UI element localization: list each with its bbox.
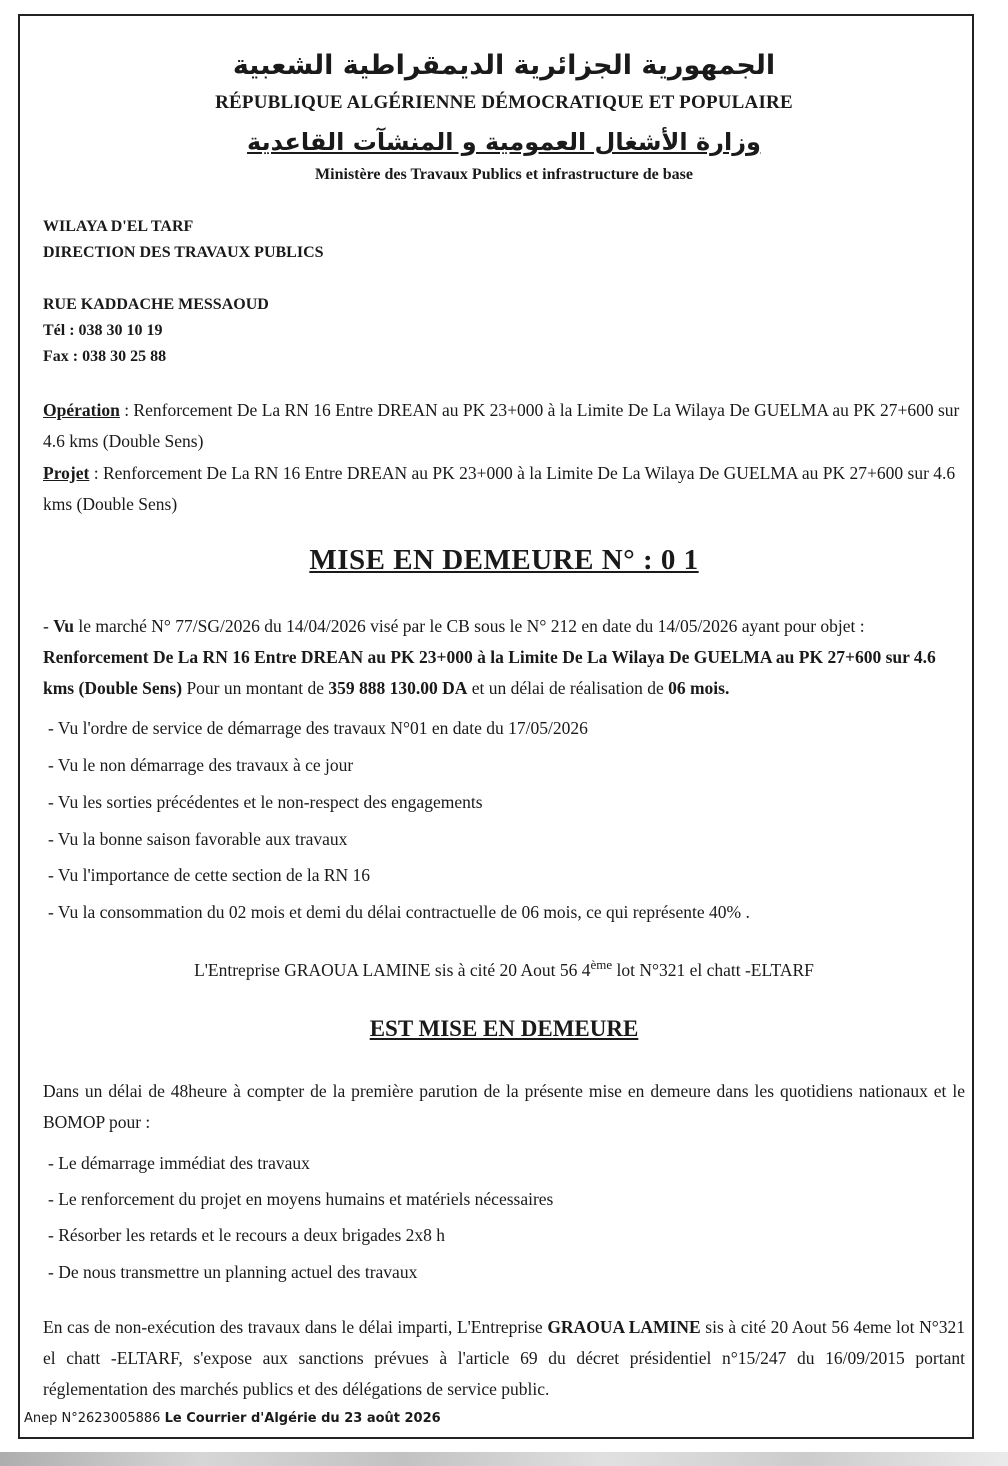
sanction-paragraph [43,1312,965,1405]
arabic-republic-heading: الجمهورية الجزائرية الديمقراطية الشعبية [232,50,776,81]
french-ministry-heading: Ministère des Travaux Publics et infrastructure de base [315,166,693,183]
company-sup: ème [590,957,613,972]
document-subtitle: EST MISE EN DEMEURE [369,1016,639,1041]
issuer-wilaya: WILAYA D'EL TARF [43,218,194,235]
french-republic-heading: RÉPUBLIQUE ALGÉRIENNE DÉMOCRATIQUE ET POPULAIRE [215,92,793,113]
journal-reference: Le Courrier d'Algérie du 23 août 2026 [164,1411,441,1426]
considerant-item: - Vu l'importance de cette section de la RN 16 [48,865,371,885]
marche-text2: Pour un montant de [182,678,329,698]
marche-text3: et un délai de réalisation de [467,678,669,698]
projet-label: Projet [43,463,90,483]
operation-line [43,395,965,457]
company-after: lot N°321 el chatt -ELTARF [612,959,814,980]
obligation-item: - De nous transmettre un planning actuel des travaux [48,1262,418,1282]
arabic-ministry-heading: وزارة الأشغال العمومية و المنشآت القاعدية [247,128,761,156]
issuer-tel: Tél : 038 30 10 19 [43,322,163,339]
considerant-item: - Vu la consommation du 02 mois et demi du délai contractuelle de 06 mois, ce qui représente 40% . [48,902,750,922]
considerant-item: - Vu la bonne saison favorable aux travaux [48,829,348,849]
projet-text: : Renforcement De La RN 16 Entre DREAN au PK 23+000 à la Limite De La Wilaya De GUELMA au PK 27+600 sur 4.6 kms (Double Sens) [43,463,956,514]
issuer-address: RUE KADDACHE MESSAOUD [43,296,269,313]
marche-montant: 359 888 130.00 DA [328,678,468,698]
marche-objet: Renforcement De La RN 16 Entre DREAN au PK 23+000 à la Limite De La Wilaya De GUELMA au PK 27+600 sur 4.6 kms (Double Sens) [43,647,936,698]
anep-number: Anep N°2623005886 [24,1411,165,1426]
projet-line [43,458,965,520]
company-line [0,957,1008,981]
delai-paragraph: Dans un délai de 48heure à compter de la première parution de la présente mise en demeure dans les quotidiens nationaux et le BOMOP pour : [43,1081,965,1132]
considerant-item: - Vu les sorties précédentes et le non-respect des engagements [48,792,483,812]
sanction-text1: En cas de non-exécution des travaux dans le délai imparti, L'Entreprise [43,1317,548,1337]
marche-text1: le marché N° 77/SG/2026 du 14/04/2026 visé par le CB sous le N° 212 en date du 14/05/2026 ayant pour objet : [73,616,865,636]
marche-prefix: - [43,616,54,636]
considerant-item: - Vu le non démarrage des travaux à ce jour [48,755,354,775]
obligation-item: - Le démarrage immédiat des travaux [48,1153,310,1173]
marche-delai: 06 mois. [668,678,730,698]
marche-vu: Vu [53,616,74,636]
obligation-item: - Résorber les retards et le recours a deux brigades 2x8 h [48,1225,446,1245]
issuer-direction: DIRECTION DES TRAVAUX PUBLICS [43,244,324,261]
operation-text: : Renforcement De La RN 16 Entre DREAN au PK 23+000 à la Limite De La Wilaya De GUELMA au PK 27+600 sur 4.6 kms (Double Sens) [43,400,960,451]
obligation-item: - Le renforcement du projet en moyens humains et matériels nécessaires [48,1189,554,1209]
issuer-fax: Fax : 038 30 25 88 [43,348,167,365]
document-title: MISE EN DEMEURE N° : 0 1 [309,544,699,576]
anep-footer [24,1411,441,1426]
marche-paragraph [43,611,965,704]
sanction-entreprise: GRAOUA LAMINE [547,1317,701,1337]
sanction-text2: sis à cité 20 Aout 56 4eme lot N°321 el chatt -ELTARF, s'expose aux sanctions prévues à l'article 69 du décret présidentiel n°15/247 du 16/09/2015 portant réglementation des marchés publics et des délégations de service public. [43,1317,965,1399]
scan-edge [0,1452,1008,1466]
company-before: L'Entreprise GRAOUA LAMINE sis à cité 20 Aout 56 4 [194,959,591,980]
considerant-item: - Vu l'ordre de service de démarrage des travaux N°01 en date du 17/05/2026 [48,718,588,738]
operation-label: Opération [43,400,120,420]
